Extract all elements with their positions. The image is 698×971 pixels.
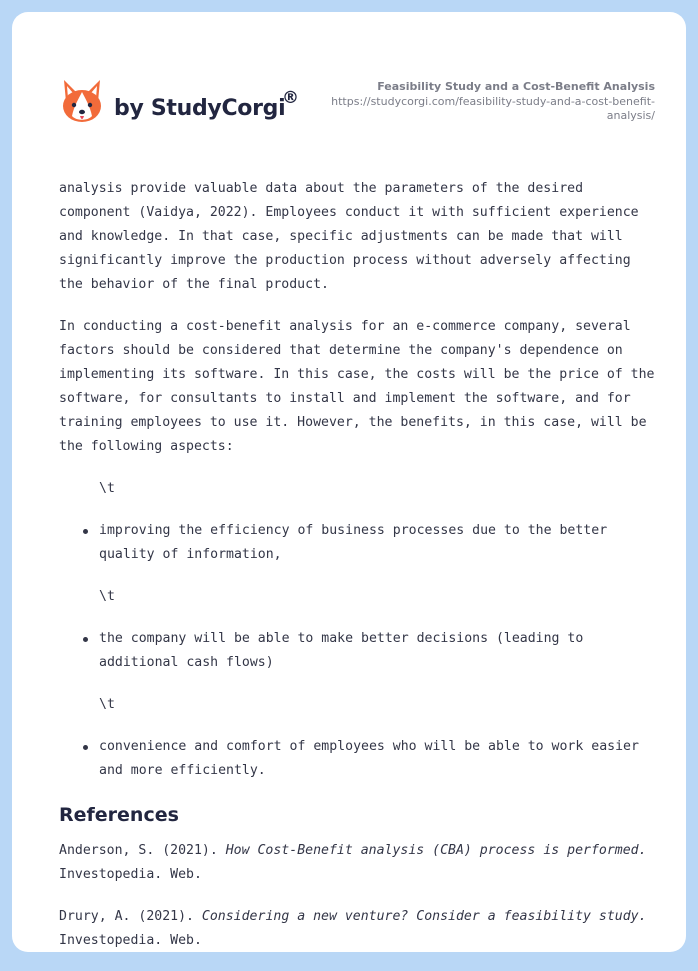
reference-author: Drury, A. (2021). [59, 909, 202, 924]
document-title: Feasibility Study and a Cost-Benefit Analysis [377, 80, 655, 93]
document-url-line1[interactable]: https://studycorgi.com/feasibility-study-and-a-cost-benefit- [331, 95, 655, 108]
paragraph: analysis provide valuable data about the parameters of the desired component (Vaidya, 2022). Employees conduct it with sufficient experience and knowledge. In that case, specific adjustments can be made that will significantly improve the production process without adversely affecting the behavior of the final product. [59, 181, 639, 292]
document-url-line2[interactable]: analysis/ [606, 109, 655, 122]
list-item-text: improving the efficiency of business processes due to the better quality of information, [99, 523, 608, 562]
document-body [59, 177, 659, 971]
tab-marker: \t [99, 481, 115, 496]
reference-item [59, 839, 659, 887]
tab-marker: \t [99, 697, 115, 712]
list-item [59, 627, 659, 675]
list-item-text: convenience and comfort of employees who will be able to work easier and more efficiently. [99, 739, 639, 778]
paragraph: In conducting a cost-benefit analysis for an e-commerce company, several factors should be considered that determine the company's dependence on implementing its software. In this case, the costs will be the price of the software, for consultants to install and implement the software, and for training employees to use it. However, the benefits, in this case, will be the following aspects: [59, 319, 655, 454]
references-heading: References [59, 804, 179, 826]
list-item-text: the company will be able to make better decisions (leading to additional cash flows) [99, 631, 584, 670]
studycorgi-logo[interactable] [60, 78, 310, 142]
reference-source: Investopedia. Web. [59, 867, 202, 882]
bullet-icon [83, 529, 88, 534]
reference-source: Investopedia. Web. [59, 933, 202, 948]
list-item [59, 735, 659, 783]
document-page [12, 12, 686, 952]
bullet-icon [83, 745, 88, 750]
reference-author: Anderson, S. (2021). [59, 843, 226, 858]
list-item [59, 519, 659, 567]
document-meta [295, 80, 655, 123]
logo-text: by StudyCorgi [114, 96, 286, 121]
tab-marker: \t [99, 589, 115, 604]
reference-item [59, 905, 659, 953]
reference-title: How Cost-Benefit analysis (CBA) process is performed. [225, 843, 647, 858]
reference-title: Considering a new venture? Consider a feasibility study. [201, 909, 647, 924]
corgi-icon [60, 78, 104, 126]
registered-mark: ® [282, 88, 299, 108]
document-url[interactable] [295, 95, 655, 123]
bullet-icon [83, 637, 88, 642]
